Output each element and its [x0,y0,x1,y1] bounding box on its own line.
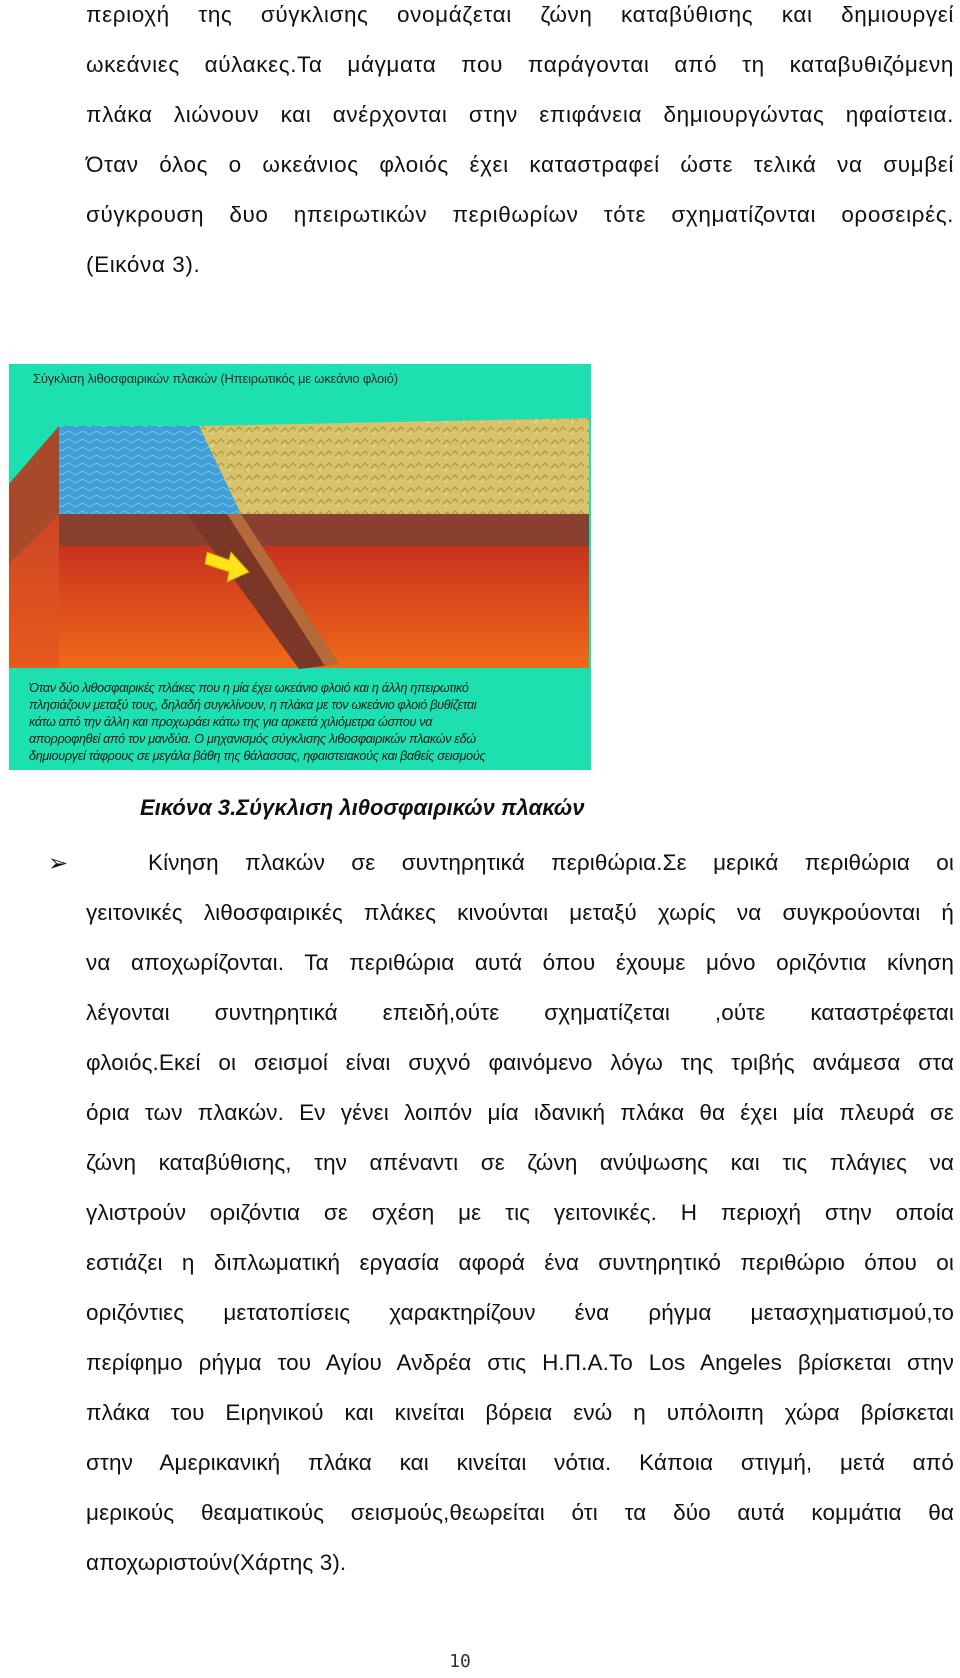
figure-description-line: απορροφηθεί από τον μανδύα. Ο μηχανισμός σύγκλισης λιθοσφαιρικών πλακών εδώ [29,732,476,746]
text-line: οριζόντιες μετατοπίσεις χαρακτηρίζουν ένα ρήγμα μετασχηματισμού,το [86,1300,954,1325]
figure-description-line: κάτω από την άλλη και προχωράει κάτω της για αρκετά χιλιόμετρα ώσπου να [29,715,433,729]
text-line: μερικούς θεαματικούς σεισμούς,θεωρείται ότι τα δύο αυτά κομμάτια θα [86,1500,954,1525]
text-line: (Εικόνα 3). [86,252,201,277]
text-line: πλάκα του Ειρηνικού και κινείται βόρεια ενώ η υπόλοιπη χώρα βρίσκεται [86,1400,954,1425]
figure-caption: Εικόνα 3.Σύγκλιση λιθοσφαιρικών πλακών [140,795,585,820]
text-line: Κίνηση πλακών σε συντηρητικά περιθώρια.Σε μερικά περιθώρια οι [148,850,954,875]
continent-surface [199,418,589,514]
text-line: γλιστρούν οριζόντια σε σχέση με τις γειτονικές. Η περιοχή στην οποία [86,1200,954,1225]
paragraph-conservative-margins [86,838,954,1588]
text-line: περίφημο ρήγμα του Αγίου Ανδρέα στις Η.Π.Α.Το Los Angeles βρίσκεται στην [86,1350,954,1375]
text-line: Όταν όλος ο ωκεάνιος φλοιός έχει καταστραφεί ώστε τελικά να συμβεί [86,152,954,177]
paragraph-subduction [86,0,954,290]
text-line: περιοχή της σύγκλισης ονομάζεται ζώνη καταβύθισης και δημιουργεί [86,2,954,27]
figure-plate-convergence [9,364,591,770]
text-line: σύγκρουση δυο ηπειρωτικών περιθωρίων τότε σχηματίζονται οροσειρές. [86,202,954,227]
text-line: πλάκα λιώνουν και ανέρχονται στην επιφάνεια δημιουργώντας ηφαίστεια. [86,102,954,127]
text-line: αποχωριστούν(Χάρτης 3). [86,1550,347,1575]
figure-description [29,680,591,765]
text-line: φλοιός.Εκεί οι σεισμοί είναι συχνό φαινόμενο λόγω της τριβής ανάμεσα στα [86,1050,954,1075]
page-number: 10 [449,1651,471,1672]
text-line: όρια των πλακών. Εν γένει λοιπόν μία ιδανική πλάκα θα έχει μία πλευρά σε [86,1100,954,1125]
text-line: ζώνη καταβύθισης, την απέναντι σε ζώνη ανύψωσης και τις πλάγιες να [86,1150,954,1175]
text-line: γειτονικές λιθοσφαιρικές πλάκες κινούνται μεταξύ χωρίς να συγκρούονται ή [86,900,954,925]
text-line: ωκεάνιες αύλακες.Τα μάγματα που παράγονται από τη καταβυθιζόμενη [86,52,954,77]
figure-title: Σύγκλιση λιθοσφαιρικών πλακών (Ηπειρωτικός με ωκεάνιο φλοιό) [33,371,398,386]
text-line: να αποχωρίζονται. Τα περιθώρια αυτά όπου έχουμε μόνο οριζόντια κίνηση [86,950,954,975]
figure-description-line: πλησιάζουν μεταξύ τους, δηλαδή συγκλίνουν, η πλάκα με τον ωκεάνιο φλοιό βυθίζεται [29,698,477,712]
figure-description-line: δημιουργεί τάφρους σε μεγάλα βάθη της θάλασσας, ηφαιστειακούς και βαθείς σεισμούς [29,749,486,763]
text-line: στην Αμερικανική πλάκα και κινείται νότια. Κάποια στιγμή, μετά από [86,1450,954,1475]
text-line: εστιάζει η διπλωματική εργασία αφορά ένα συντηρητικό περιθώριο όπου οι [86,1250,954,1275]
crust-layer [59,514,589,546]
figure-description-line: Όταν δύο λιθοσφαιρικές πλάκες που η μία έχει ωκεάνιο φλοιό και η άλλη ηπειρωτικό [29,681,469,695]
text-line: λέγονται συντηρητικά επειδή,ούτε σχηματίζεται ,ούτε καταστρέφεται [86,1000,954,1025]
arrowhead-bullet-icon: ➢ [48,849,69,877]
